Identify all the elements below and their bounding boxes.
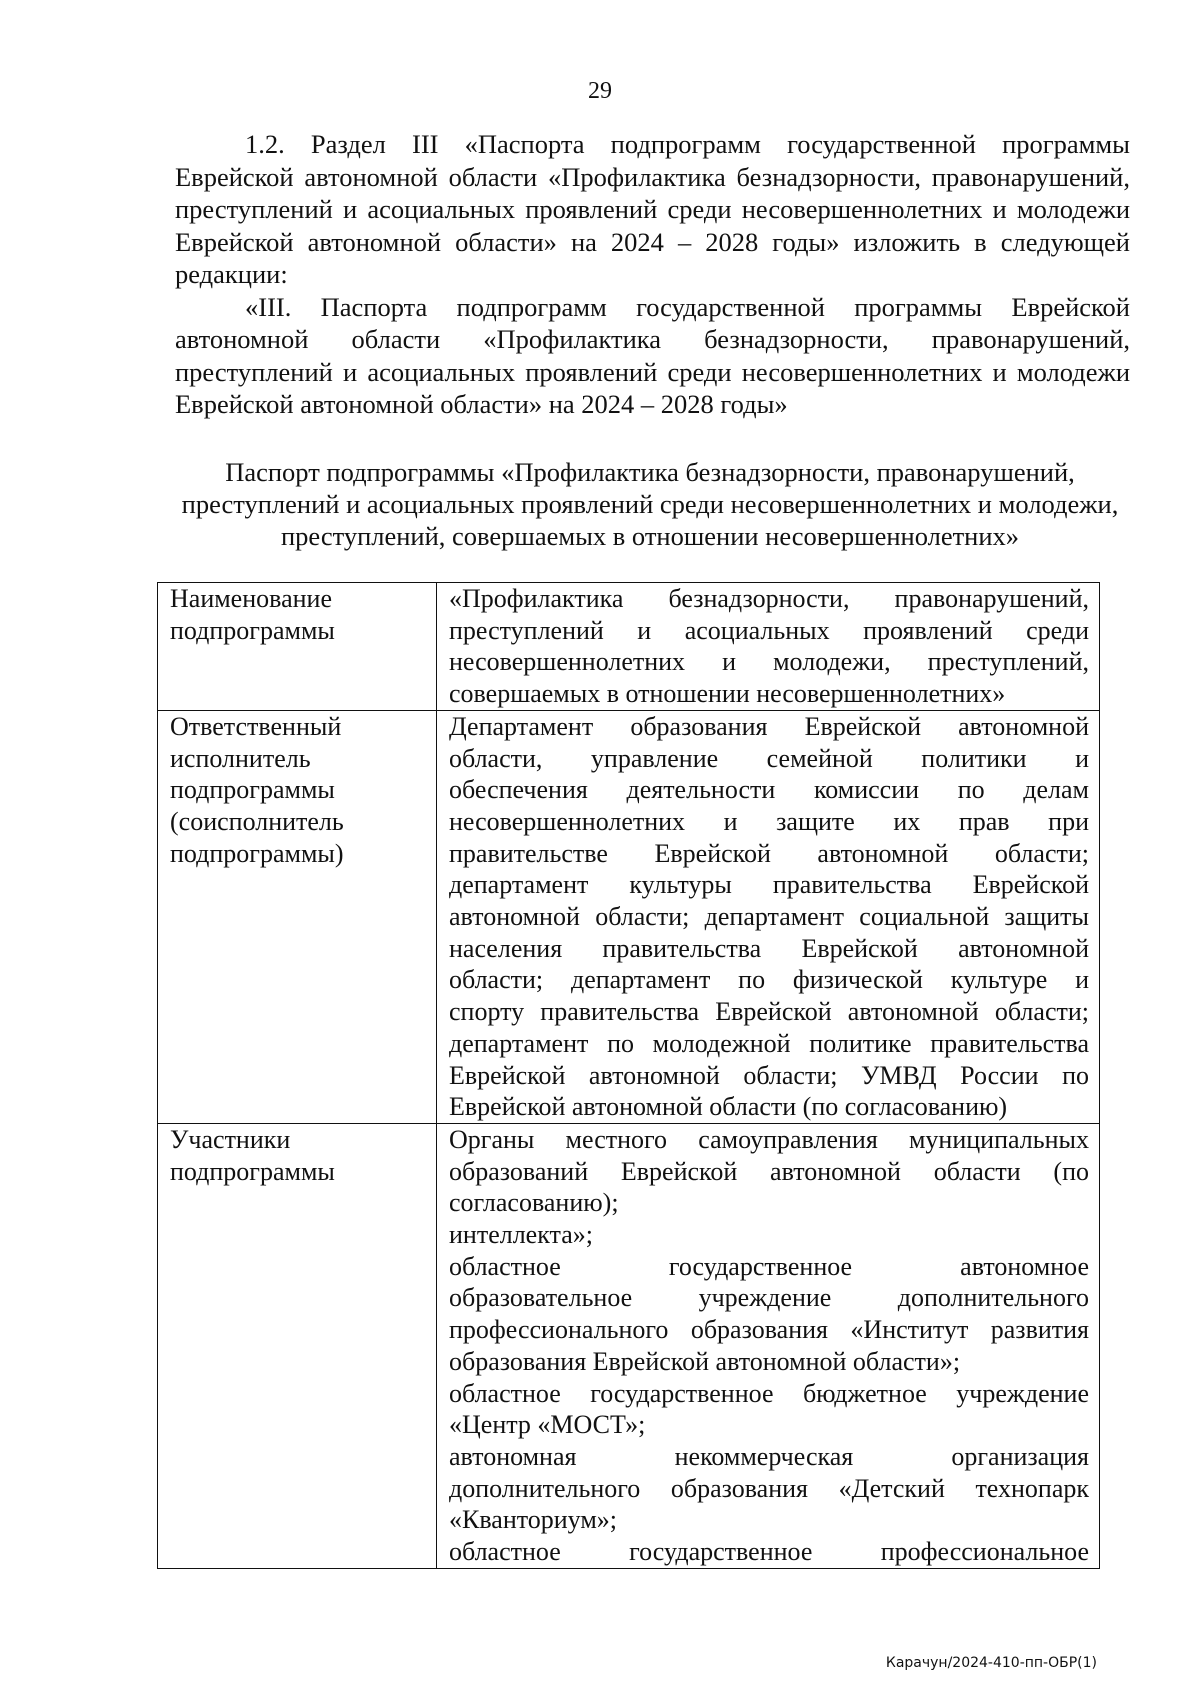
label-line: исполнитель: [170, 743, 311, 773]
value-line: автономной области; департамент социальной защиты: [449, 902, 1089, 932]
value-line: интеллекта»;: [449, 1220, 593, 1250]
value-line: несовершеннолетних и молодежи, преступлений,: [449, 647, 1089, 677]
value-line: образования Еврейской автономной области»;: [449, 1346, 961, 1376]
value-line: Органы местного самоуправления муниципальных: [449, 1124, 1089, 1154]
value-line: правительстве Еврейской автономной области;: [449, 838, 1089, 868]
value-line: области, управление семейной политики и: [449, 743, 1089, 773]
label-line: (соисполнитель: [170, 806, 344, 836]
value-line: дополнительного образования «Детский технопарк: [449, 1473, 1089, 1503]
value-line: несовершеннолетних и защите их прав при: [449, 806, 1089, 836]
table-row-responsible-executor: [158, 710, 1100, 1123]
intro-paragraph-amendment: 1.2. Раздел III «Паспорта подпрограмм государственной программы Еврейской автономной области «Профилактика безнадзорности, правонарушений, преступлений и асоциальных проявлений среди несовершеннолетних и молодежи Еврейской автономной области» на 2024 – 2028 годы» изложить в следующей редакции:: [175, 129, 1130, 289]
label-line: подпрограммы): [170, 838, 344, 868]
value-line: образований Еврейской автономной области (по: [449, 1156, 1089, 1186]
document-registration-code: Карачун/2024-410-пп-ОБР(1): [885, 1655, 1097, 1671]
label-line: подпрограммы: [170, 775, 335, 805]
intro-paragraph-section-title: «III. Паспорта подпрограмм государственной программы Еврейской автономной области «Профилактика безнадзорности, правонарушений, преступлений и асоциальных проявлений среди несовершеннолетних и молодежи Еврейской автономной области» на 2024 – 2028 годы»: [175, 291, 1130, 419]
value-line: образовательное учреждение дополнительного: [449, 1283, 1089, 1313]
label-line: подпрограммы: [170, 1156, 335, 1186]
value-line: областное государственное бюджетное учреждение: [449, 1378, 1089, 1408]
value-line: согласованию);: [449, 1188, 619, 1218]
value-line: Еврейской автономной области (по согласованию): [449, 1092, 1008, 1122]
table-row-subprogram-name: [158, 583, 1100, 711]
value-line: департамент по молодежной политике правительства: [449, 1028, 1089, 1058]
value-line: Департамент образования Еврейской автономной: [449, 711, 1089, 741]
label-line: Участники: [170, 1124, 291, 1154]
label-line: подпрограммы: [170, 615, 335, 645]
value-line: профессионального образования «Институт развития: [449, 1315, 1089, 1345]
intro-text: [175, 128, 1130, 421]
value-line: спорту правительства Еврейской автономной области;: [449, 997, 1089, 1027]
value-line: областное государственное профессиональное: [449, 1537, 1089, 1567]
page-number: 29: [588, 78, 612, 104]
row-label-cell: [158, 1123, 437, 1568]
table-row-participants: [158, 1123, 1100, 1568]
value-line: преступлений и асоциальных проявлений среди: [449, 615, 1089, 645]
value-line: областное государственное автономное: [449, 1251, 1089, 1281]
label-line: Ответственный: [170, 711, 342, 741]
row-value-cell: [437, 1123, 1100, 1568]
row-label-cell: [158, 583, 437, 711]
passport-title: Паспорт подпрограммы «Профилактика безнадзорности, правонарушений, преступлений и асоциальных проявлений среди несовершеннолетних и молодежи, преступлений, совершаемых в отношении несовершеннолетних»: [181, 457, 1119, 551]
value-line: автономная некоммерческая организация: [449, 1441, 1089, 1471]
row-label-cell: [158, 710, 437, 1123]
value-line: Еврейской автономной области; УМВД России по: [449, 1060, 1089, 1090]
value-line: «Кванториум»;: [449, 1505, 617, 1535]
value-line: области; департамент по физической культуре и: [449, 965, 1089, 995]
label-line: Наименование: [170, 584, 332, 613]
value-line: департамент культуры правительства Еврейской: [449, 870, 1089, 900]
value-line: обеспечения деятельности комиссии по делам: [449, 775, 1089, 805]
value-line: совершаемых в отношении несовершеннолетних»: [449, 679, 1006, 709]
row-value-cell: [437, 583, 1100, 711]
passport-table: [157, 582, 1100, 1569]
value-line: населения правительства Еврейской автономной: [449, 933, 1089, 963]
row-value-cell: [437, 710, 1100, 1123]
value-line: «Профилактика безнадзорности, правонарушений,: [449, 584, 1089, 613]
value-line: «Центр «МОСТ»;: [449, 1410, 646, 1440]
